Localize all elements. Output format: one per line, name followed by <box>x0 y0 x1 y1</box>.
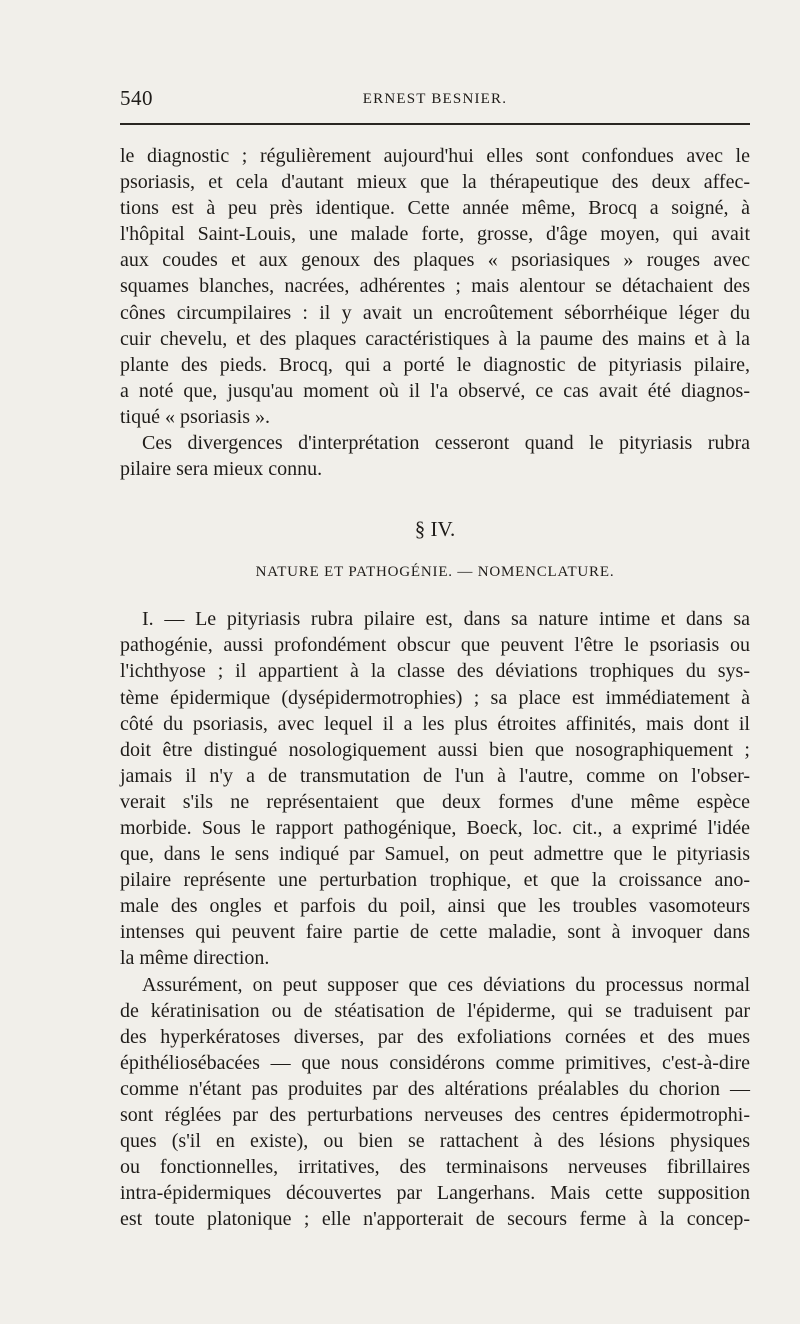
body-text <box>120 143 750 1232</box>
text-line: est toute platonique ; elle n'apporterait de secours ferme à la concep- <box>120 1208 750 1231</box>
text-line: pilaire sera mieux connu. <box>120 458 323 481</box>
text-line: épithéliosébacées — que nous considérons comme primitives, c'est-à-dire <box>120 1051 750 1074</box>
section-title: NATURE ET PATHOGÉNIE. — NOMENCLATURE. <box>255 564 615 581</box>
text-line: la même direction. <box>120 947 270 970</box>
page-number: 540 <box>120 86 153 110</box>
text-line: Assurément, on peut supposer que ces déviations du processus normal <box>142 973 750 996</box>
text-line: comme n'étant pas produites par des altérations préalables du chorion — <box>120 1077 750 1100</box>
paragraph-3 <box>120 606 750 971</box>
text-line: squames blanches, nacrées, adhérentes ; mais alentour se détachaient des <box>120 275 750 298</box>
header-rule <box>120 123 750 125</box>
text-line: cuir chevelu, et des plaques caractéristiques à la paume des mains et à la <box>120 327 750 350</box>
text-line: doit être distingué nosologiquement aussi bien que nosographiquement ; <box>120 738 750 761</box>
text-line: sont réglées par des perturbations nerveuses des centres épidermotrophi- <box>120 1104 750 1126</box>
text-line: de kératinisation ou de stéatisation de l'épiderme, qui se traduisent par <box>120 999 750 1022</box>
section-mark: § IV. <box>414 517 456 542</box>
text-line: cônes circumpilaires : il y avait un encroûtement séborrhéique léger du <box>120 301 750 324</box>
text-line: tème épidermique (dysépidermotrophies) ; sa place est immédiatement à <box>120 686 750 709</box>
text-line: plante des pieds. Brocq, qui a porté le diagnostic de pityriasis pilaire, <box>120 353 750 376</box>
text-line: aux coudes et aux genoux des plaques « psoriasiques » rouges avec <box>120 249 750 272</box>
text-line: ques (s'il en existe), ou bien se rattachent à des lésions physiques <box>120 1130 750 1153</box>
text-line: Ces divergences d'interprétation cesseront quand le pityriasis rubra <box>142 432 750 455</box>
text-line: psoriasis, et cela d'autant mieux que la thérapeutique des deux affec- <box>120 171 750 194</box>
text-line: verait s'ils ne représentaient que deux formes d'une même espèce <box>120 790 750 813</box>
paragraph-1 <box>120 143 750 430</box>
text-line: tions est à peu près identique. Cette année même, Brocq a soigné, à <box>120 197 750 220</box>
text-line: l'ichthyose ; il appartient à la classe des déviations trophiques du sys- <box>120 660 750 683</box>
text-line: a noté que, jusqu'au moment où il l'a observé, ce cas avait été diagnos- <box>120 379 750 402</box>
text-line: tiqué « psoriasis ». <box>120 405 270 428</box>
text-line: des hyperkératoses diverses, par des exfoliations cornées et des mues <box>120 1025 750 1048</box>
paragraph-2 <box>120 430 750 482</box>
text-line: le diagnostic ; régulièrement aujourd'hui elles sont confondues avec le <box>120 145 750 167</box>
page-header <box>120 86 750 116</box>
text-line: intra-épidermiques découvertes par Langerhans. Mais cette supposition <box>120 1182 750 1205</box>
text-line: pilaire représente une perturbation trophique, et que la croissance ano- <box>120 869 750 892</box>
text-line: que, dans le sens indiqué par Samuel, on peut admettre que le pityriasis <box>120 843 750 866</box>
text-line: l'hôpital Saint-Louis, une malade forte, grosse, d'âge moyen, qui avait <box>120 223 750 246</box>
text-line: intenses qui peuvent faire partie de cette maladie, sont à invoquer dans <box>120 921 750 944</box>
text-line: ou fonctionnelles, irritatives, des terminaisons nerveuses fibrillaires <box>120 1156 750 1179</box>
running-head: ERNEST BESNIER. <box>362 91 508 107</box>
text-line: côté du psoriasis, avec lequel il a les plus étroites affinités, mais dont il <box>120 712 750 735</box>
text-line: pathogénie, aussi profondément obscur que peuvent l'être le psoriasis ou <box>120 634 750 657</box>
paragraph-4 <box>120 972 750 1233</box>
text-line: jamais il n'y a de transmutation de l'un à l'autre, comme on l'obser- <box>120 764 750 787</box>
text-line: morbide. Sous le rapport pathogénique, Boeck, loc. cit., a exprimé l'idée <box>120 816 750 839</box>
text-line: I. — Le pityriasis rubra pilaire est, dans sa nature intime et dans sa <box>142 608 750 631</box>
text-line: male des ongles et parfois du poil, ainsi que les troubles vasomoteurs <box>120 895 750 918</box>
